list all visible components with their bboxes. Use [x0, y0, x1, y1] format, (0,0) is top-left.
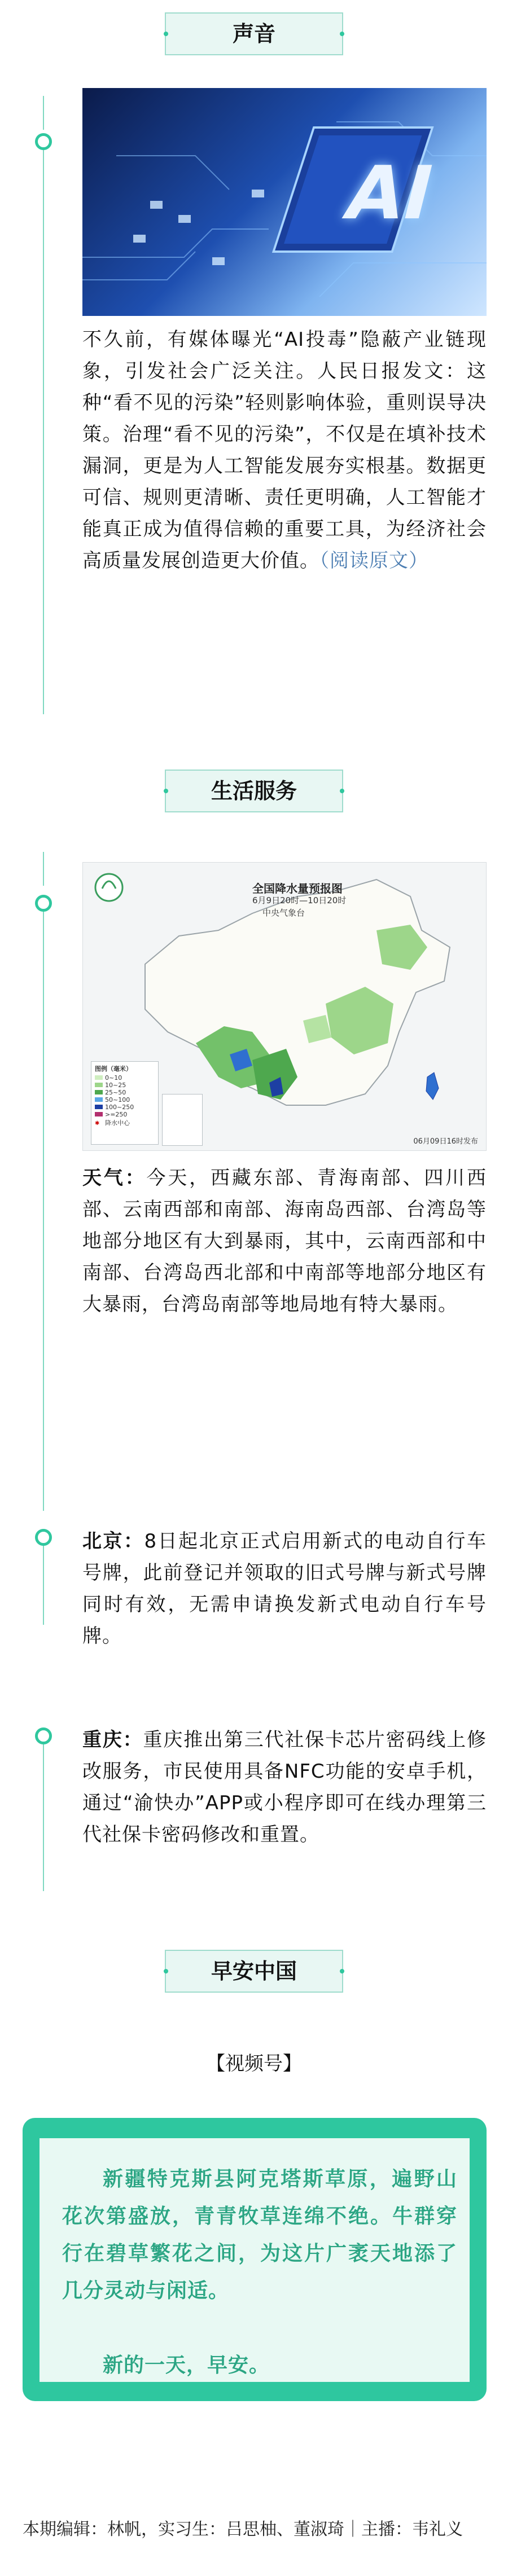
- ai-chip-image: [82, 88, 487, 316]
- service-label: 重庆：: [82, 1729, 143, 1751]
- morning-text-block: [62, 2161, 457, 2384]
- footer-credits: 本期编辑：林帆，实习生：吕思柚、董淑琦｜主播：韦礼义: [23, 2520, 463, 2539]
- service-label: 北京：: [82, 1530, 144, 1553]
- service-text: 今天，西藏东部、青海南部、四川西部、云南西部和南部、海南岛西部、台湾岛等地部分地区有大到暴雨，其中，云南西部和中南部、台湾岛西北部和中南部等地部分地区有大暴雨，台湾岛南部等地局地有特大暴雨。: [82, 1167, 487, 1316]
- morning-text: 新疆特克斯县阿克塔斯草原，遍野山花次第盛放，青青牧草连绵不绝。牛群穿行在碧草繁花之间，为这片广袤天地添了几分灵动与闲适。: [62, 2168, 457, 2302]
- weather-map: [82, 862, 487, 1151]
- section-title-voice: 声音: [232, 21, 275, 46]
- timeline-line: [43, 96, 44, 130]
- ai-big-text: AI: [337, 150, 443, 236]
- section-tag-voice: [165, 12, 343, 55]
- timeline-line: [43, 852, 44, 886]
- legend-label: 10~25: [105, 1082, 126, 1089]
- read-original-link[interactable]: （阅读原文）: [319, 550, 428, 572]
- legend-row: [95, 1089, 155, 1096]
- timeline-dot: [35, 895, 52, 912]
- legend-row: ✱ 降水中心: [95, 1119, 130, 1127]
- map-release-time: 06月09日16时发布: [413, 1137, 478, 1146]
- video-label: 【视频号】: [206, 2052, 302, 2075]
- legend-label: 25~50: [105, 1089, 126, 1096]
- map-source: 中央气象台: [262, 908, 305, 918]
- section-tag-life: [165, 770, 343, 812]
- legend-row: [95, 1111, 155, 1118]
- legend-row: [95, 1082, 155, 1089]
- service-chongqing: [82, 1724, 487, 1850]
- timeline-line: [43, 912, 44, 1511]
- service-text: 8日起北京正式启用新式的电动自行车号牌，此前登记并领取的旧式号牌与新式号牌同时有效，无需申请换发新式电动自行车号牌。: [82, 1530, 487, 1647]
- legend-label: >=250: [105, 1111, 128, 1118]
- section-tag-morning: [165, 1950, 343, 1993]
- timeline-dot: [35, 133, 52, 150]
- voice-article: [82, 324, 487, 577]
- timeline-dot: [35, 1529, 52, 1546]
- legend-label: 50~100: [105, 1096, 130, 1104]
- timeline-line: [43, 150, 44, 714]
- section-title-morning: 早安中国: [211, 1959, 297, 1984]
- section-title-life: 生活服务: [211, 779, 297, 803]
- legend-title: 图例（毫米）: [95, 1065, 132, 1072]
- service-label: 天气：: [82, 1167, 147, 1189]
- timeline-line: [43, 1744, 44, 1891]
- legend-label: 100~250: [105, 1104, 134, 1111]
- morning-greeting: 新的一天，早安。: [103, 2354, 270, 2377]
- map-legend: [91, 1061, 159, 1145]
- map-title: 全国降水量预报图: [252, 882, 343, 895]
- map-subtitle: 6月9日20时—10日20时: [252, 895, 347, 905]
- south-sea-inset: [162, 1094, 203, 1146]
- voice-article-text: 不久前，有媒体曝光“AI投毒”隐蔽产业链现象，引发社会广泛关注。人民日报发文：这种“看不见的污染”轻则影响体验，重则误导决策。治理“看不见的污染”，不仅是在填补技术漏洞，更是为人工智能发展夯实根基。数据更可信、规则更清晰、责任更明确，人工智能才能真正成为值得信赖的重要工具，为经济社会高质量发展创造更大价值。: [82, 328, 487, 572]
- legend-label: 降水中心: [105, 1119, 130, 1127]
- legend-row: [95, 1104, 155, 1111]
- service-text: 重庆推出第三代社保卡芯片密码线上修改服务，市民使用具备NFC功能的安卓手机，通过“渝快办”APP或小程序即可在线办理第三代社保卡密码修改和重置。: [82, 1729, 487, 1846]
- service-beijing: [82, 1526, 487, 1652]
- legend-row: [95, 1096, 155, 1104]
- timeline-line: [43, 1546, 44, 1625]
- timeline-dot: [35, 1727, 52, 1744]
- legend-label: 0~10: [105, 1074, 122, 1082]
- legend-row: [95, 1074, 155, 1082]
- service-weather: [82, 1162, 487, 1320]
